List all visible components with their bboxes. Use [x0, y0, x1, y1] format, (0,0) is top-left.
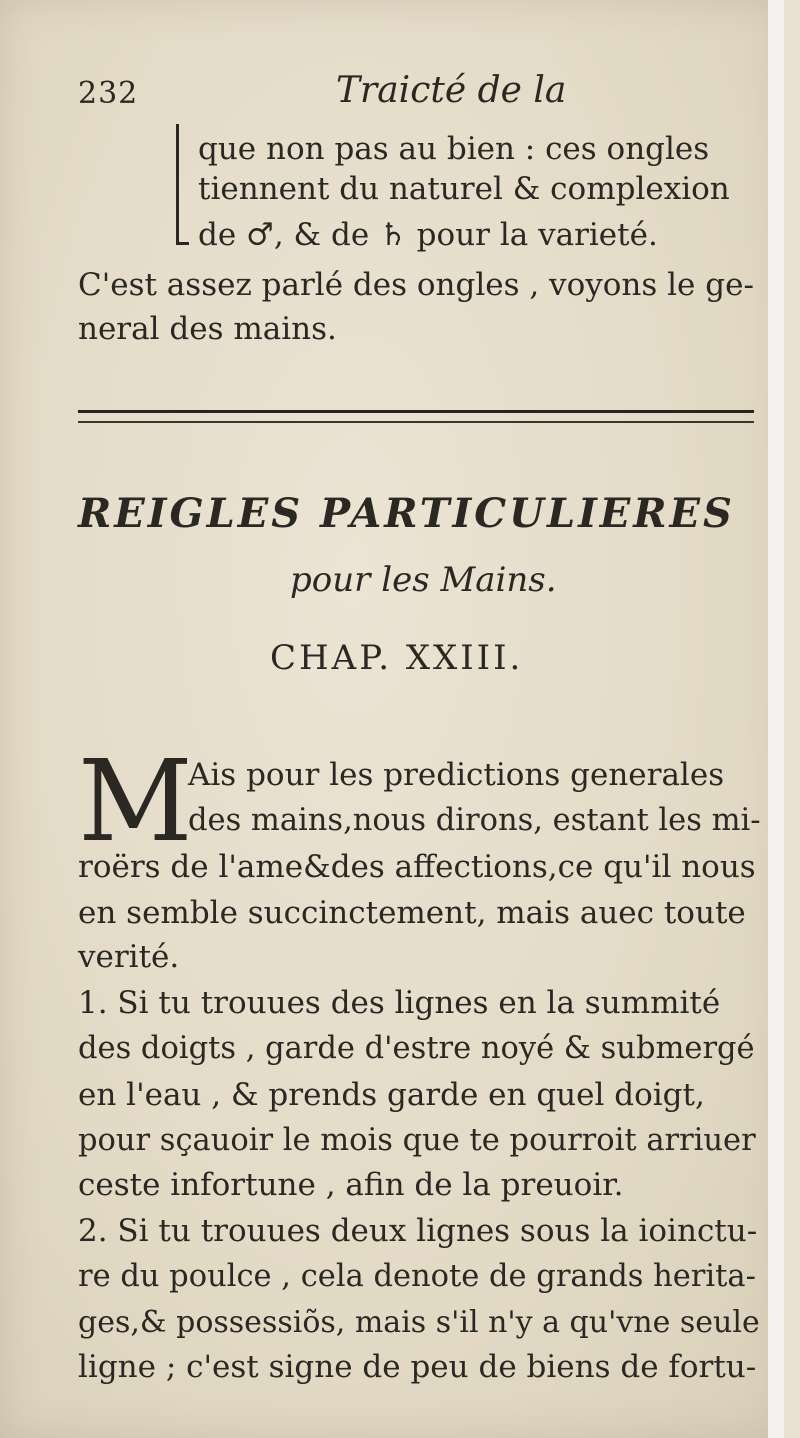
text-line: 2. Si tu trouues deux lignes sous la ioinctu- [78, 1213, 758, 1249]
text-line: verité. [78, 939, 180, 975]
bracket-mark [176, 124, 189, 245]
chapter-title: REIGLES PARTICULIERES [78, 490, 735, 537]
text-line: en l'eau , & prends garde en quel doigt, [78, 1077, 705, 1113]
text-line: neral des mains. [78, 311, 337, 347]
text-line: ligne ; c'est signe de peu de biens de fortu- [78, 1349, 757, 1385]
text-line: des mains,nous dirons, estant les mi- [188, 803, 761, 838]
text-line: C'est assez parlé des ongles , voyons le ge- [78, 267, 754, 303]
text-line: tiennent du naturel & complexion [198, 171, 730, 207]
text-line: de ♂, & de ♄ pour la varieté. [198, 217, 658, 253]
text-line: re du poulce , cela denote de grands herita- [78, 1259, 756, 1294]
text-line: 1. Si tu trouues des lignes en la summité [78, 985, 721, 1021]
text-line: Ais pour les predictions generales [188, 757, 725, 793]
running-title: Traicté de la [336, 70, 567, 111]
section-divider [78, 410, 754, 423]
text-line: roërs de l'ame&des affections,ce qu'il nous [78, 849, 756, 885]
text-line: ceste infortune , afin de la preuoir. [78, 1167, 624, 1203]
page-header [78, 70, 638, 120]
page-number: 232 [78, 76, 139, 111]
page-edge [768, 0, 784, 1438]
drop-cap: M [78, 737, 193, 867]
text-line: que non pas au bien : ces ongles [198, 131, 710, 167]
text-line: pour sçauoir le mois que te pourroit arriuer [78, 1123, 756, 1158]
text-line: des doigts , garde d'estre noyé & submergé [78, 1031, 755, 1066]
text-line: en semble succinctement, mais auec toute [78, 895, 746, 931]
chapter-subtitle: pour les Mains. [290, 560, 557, 600]
text-line: ges,& possessiõs, mais s'il n'y a qu'vne seule [78, 1305, 760, 1340]
chapter-number: CHAP. XXIII. [270, 638, 524, 678]
